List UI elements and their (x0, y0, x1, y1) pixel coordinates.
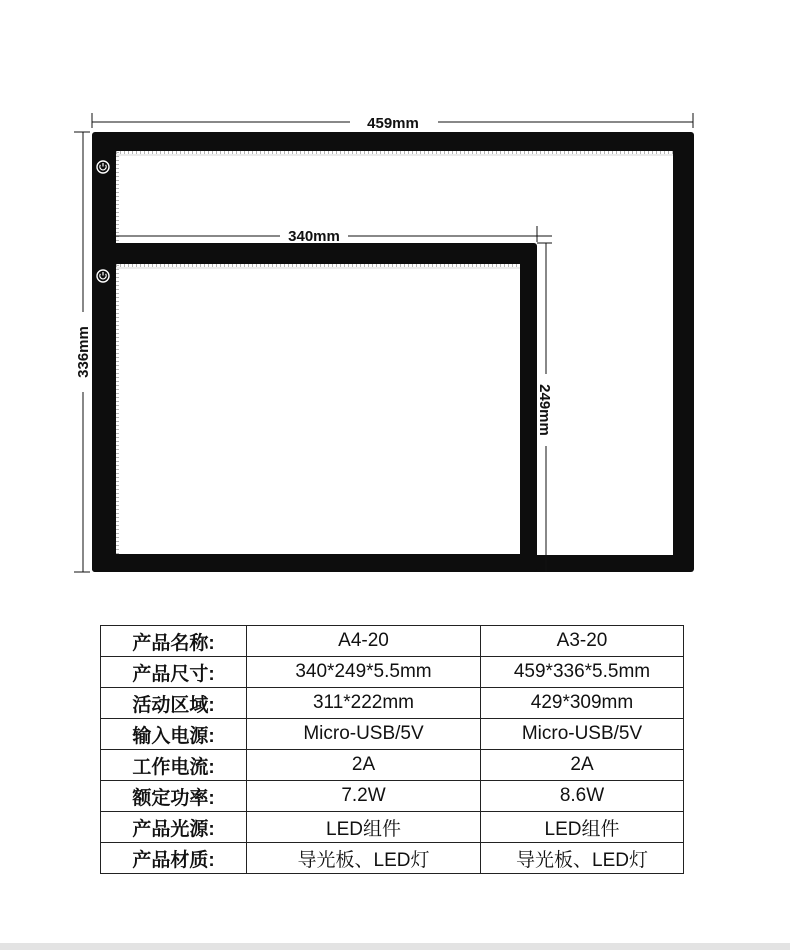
small-light-pad (92, 243, 537, 572)
a4-value: 340*249*5.5mm (247, 657, 481, 688)
row-header: 活动区域: (101, 688, 247, 719)
spec-table (100, 625, 684, 874)
footer-bar (0, 943, 790, 950)
a3-value: 导光板、LED灯 (481, 843, 684, 874)
small-height-label: 249mm (536, 384, 553, 436)
a3-value: 2A (481, 750, 684, 781)
row-header: 额定功率: (101, 781, 247, 812)
table-row (101, 750, 684, 781)
large-width-label: 459mm (367, 115, 419, 132)
a3-value: 459*336*5.5mm (481, 657, 684, 688)
row-header: 产品光源: (101, 812, 247, 843)
large-height-dimension (74, 132, 92, 572)
a4-value: 导光板、LED灯 (247, 843, 481, 874)
a4-value: 7.2W (247, 781, 481, 812)
table-row (101, 657, 684, 688)
row-header: 工作电流: (101, 750, 247, 781)
large-width-dimension (92, 113, 693, 132)
a4-value: 2A (247, 750, 481, 781)
a3-value: A3-20 (481, 626, 684, 657)
a3-value: 8.6W (481, 781, 684, 812)
large-height-label: 336mm (75, 326, 92, 378)
row-header: 产品尺寸: (101, 657, 247, 688)
a4-value: Micro-USB/5V (247, 719, 481, 750)
a4-value: LED组件 (247, 812, 481, 843)
row-header: 产品名称: (101, 626, 247, 657)
a4-value: 311*222mm (247, 688, 481, 719)
table-row (101, 843, 684, 874)
row-header: 产品材质: (101, 843, 247, 874)
a3-value: LED组件 (481, 812, 684, 843)
a3-value: Micro-USB/5V (481, 719, 684, 750)
a4-value: A4-20 (247, 626, 481, 657)
table-row (101, 781, 684, 812)
small-width-label: 340mm (288, 228, 340, 245)
table-row (101, 626, 684, 657)
table-row (101, 812, 684, 843)
row-header: 输入电源: (101, 719, 247, 750)
a3-value: 429*309mm (481, 688, 684, 719)
small-pad-surface (116, 264, 520, 554)
table-row (101, 719, 684, 750)
table-row (101, 688, 684, 719)
